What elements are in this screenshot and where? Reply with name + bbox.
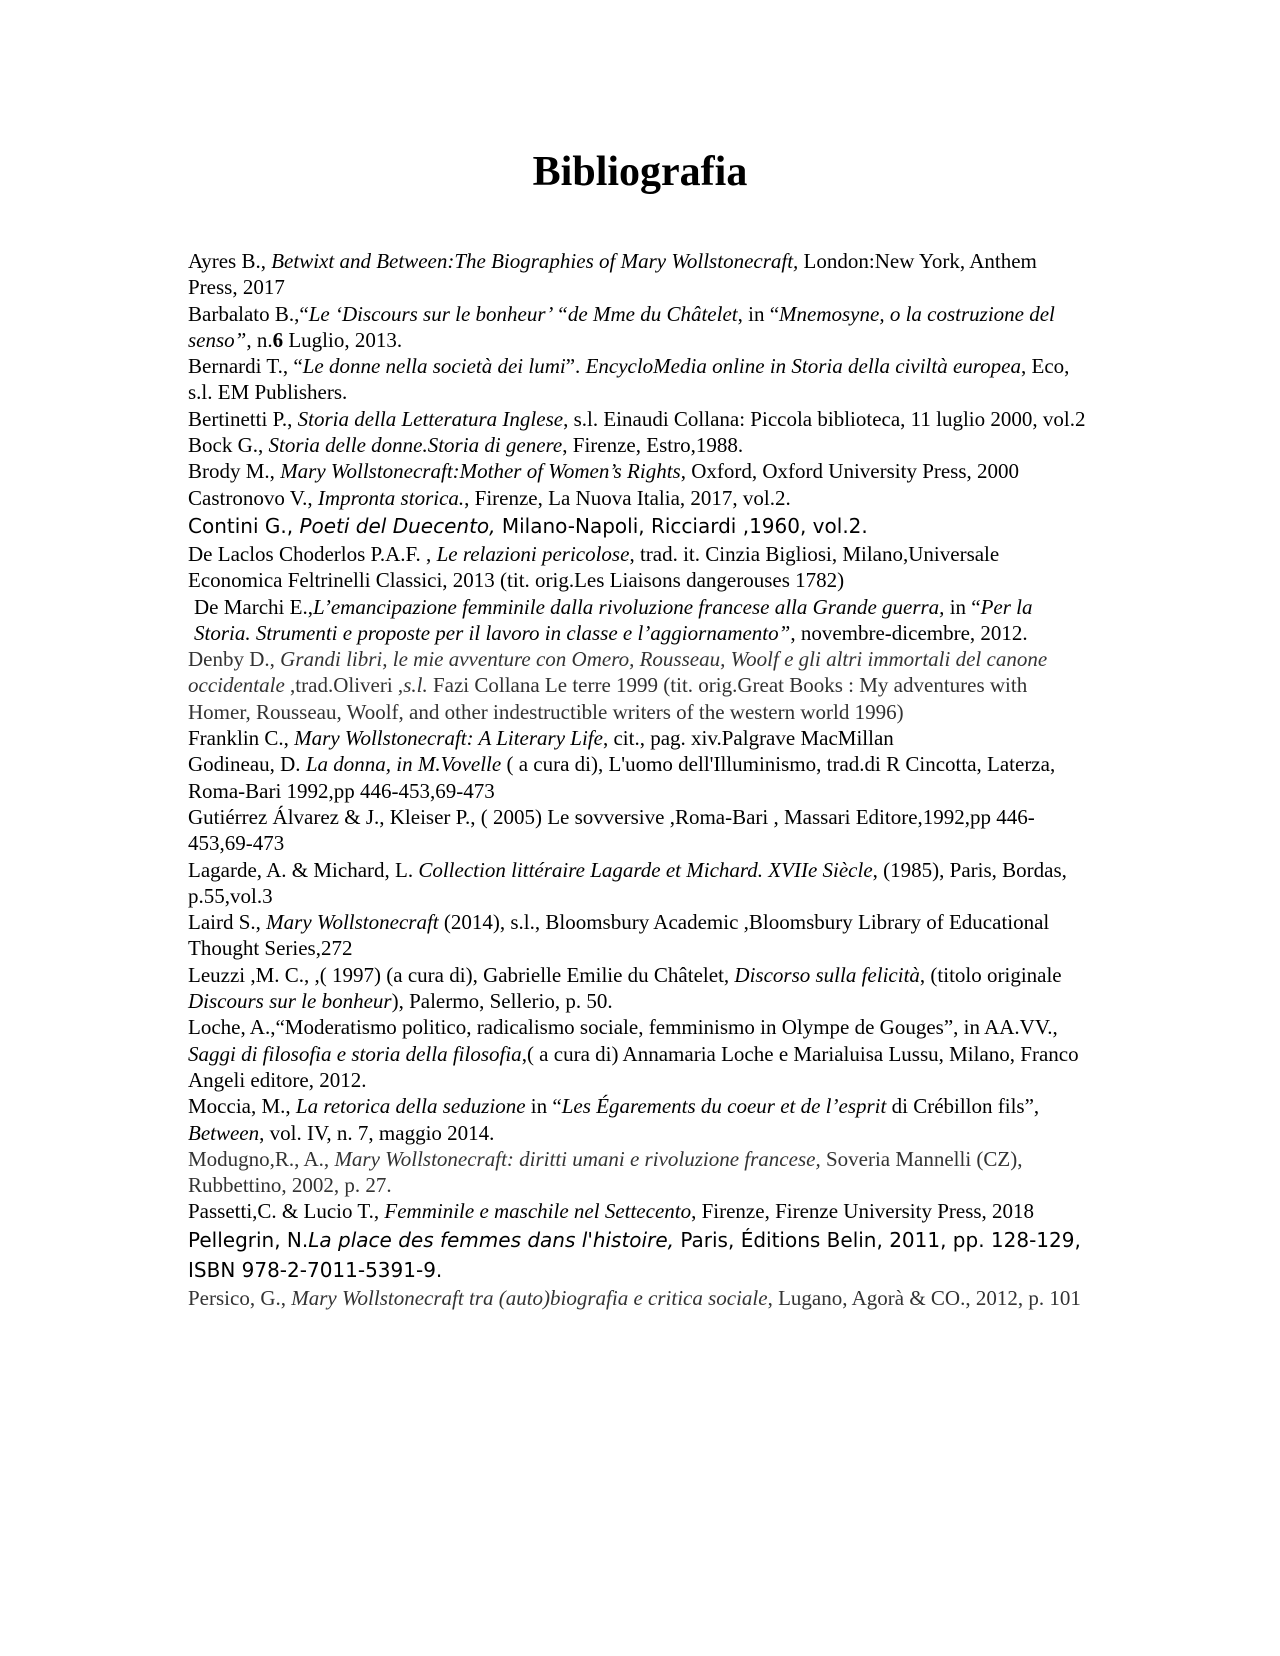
reference-entry [188,353,1088,406]
reference-text-segment: Passetti,C. & Lucio T., [188,1199,385,1224]
reference-text-segment: , Lugano, Agorà & CO., 2012, p. 101 [767,1285,1081,1310]
reference-title-segment: Les Égarements du coeur et de l’esprit [561,1094,887,1119]
reference-title-segment: Saggi di filosofia e storia della filosofia [188,1041,522,1066]
reference-entry [188,1014,1088,1093]
reference-text-segment: Ayres B., [188,249,272,273]
reference-title-segment: L’emancipazione femminile dalla rivoluzione francese alla Grande guerra, [312,594,945,619]
reference-title-segment: La place des femmes dans l'histoire, [308,1227,674,1252]
reference-text-segment: in “ [944,594,981,619]
reference-title-segment: Betwixt and Between:The Biographies of Mary Wollstonecraft, [271,249,799,273]
reference-text-segment: , n. [246,327,273,352]
reference-text-segment: , vol. IV, n. 7, maggio 2014. [259,1120,495,1145]
reference-text-segment: , s.l. Einaudi Collana: Piccola biblioteca, 11 luglio 2000, vol.2 [563,406,1086,431]
reference-text-segment: Brody M., [188,459,281,484]
reference-entry [188,1093,1088,1146]
reference-text-segment: Denby D., [188,647,281,672]
reference-text-segment: , trad. it. Cinzia Bigliosi, Milano,Universale Economica Feltrinelli Classici, 2013 (tit. orig.Les Liaisons dangerouses 1782) [188,541,1000,593]
reference-entry [188,909,1088,962]
reference-title-segment: s.l. [403,673,428,698]
reference-title-segment: La donna, in M.Vovelle [305,752,502,777]
reference-text-segment: , in “ [737,301,780,326]
reference-text-segment: ( a cura di), L'uomo dell'Illuminismo, trad.di R Cincotta, Laterza, Roma-Bari 1992,pp 446-453,69-473 [188,752,1056,803]
bibliography-list [188,248,1088,1311]
reference-text-segment: Moccia, M., [188,1094,296,1119]
reference-title-segment: Femminile e maschile nel Settecento [384,1199,692,1224]
page-title: Bibliografia [532,149,748,195]
reference-entry [188,1285,1088,1311]
reference-entry [188,485,1088,511]
reference-title-segment: Discours sur le bonheur [188,989,392,1014]
reference-title-segment: Mary Wollstonecraft: diritti umani e rivoluzione francese, [334,1146,821,1171]
reference-entry [188,301,1088,354]
reference-title-segment: Collection littéraire Lagarde et Michard. XVIIe Siècle [418,857,873,882]
reference-text-segment: Gutiérrez Álvarez & J., Kleiser P., ( 2005) Le sovversive ,Roma-Bari , Massari Editore,1992,pp 446-453,69-473 [188,804,1035,856]
reference-entry [188,541,1088,594]
reference-text-segment: De Laclos Choderlos P.A.F. , [188,541,437,566]
reference-title-segment: EncycloMedia online in Storia della civiltà europea [585,354,1022,379]
reference-entry [188,751,1088,804]
reference-title-segment: Mnemosyne, o la costruzione del senso” [188,301,1055,352]
reference-text-segment: in “ [525,1094,562,1119]
reference-text-segment: Milano-Napoli, Ricciardi ,1960, vol.2. [495,513,868,538]
reference-entry [188,1198,1088,1224]
reference-title-segment: Mary Wollstonecraft [266,910,439,935]
reference-text-segment: Modugno,R., A., [188,1146,335,1171]
reference-title-segment: Le relazioni pericolose [436,541,630,566]
reference-entry [188,646,1088,725]
reference-text-segment: Luglio, 2013. [283,327,403,352]
reference-text-segment: , (1985), Paris, Bordas, p.55,vol.3 [188,857,1067,908]
reference-text-segment: , (titolo originale [919,962,1062,987]
reference-text-segment: , novembre-dicembre, 2012. [790,620,1028,645]
reference-entry [188,511,1088,541]
reference-text-segment: , Firenze, La Nuova Italia, 2017, vol.2. [464,485,791,510]
reference-text-segment: 6 [272,327,284,352]
reference-title-segment: Le ‘Discours sur le bonheur’ “de Mme du Châtelet [308,301,738,326]
reference-text-segment: Soveria Mannelli (CZ), Rubbettino, 2002, p. 27. [188,1146,1023,1198]
reference-text-segment: Laird S., [188,910,267,935]
reference-title-segment: Between [188,1120,260,1145]
reference-text-segment: Godineau, D. [188,752,306,777]
reference-entry [188,725,1088,751]
reference-text-segment: Lagarde, A. & Michard, L. [188,857,419,882]
reference-entry [188,1146,1088,1199]
reference-title-segment: La retorica della seduzione [295,1094,526,1119]
reference-title-segment: Storia delle donne.Storia di genere [268,433,563,458]
reference-entry [188,406,1088,432]
reference-text-segment: Persico, G., [188,1285,292,1310]
reference-text-segment: ,( a cura di) Annamaria Loche e Marialuisa Lussu, Milano, Franco Angeli editore, 2012. [188,1041,1079,1092]
reference-text-segment: London:New York, Anthem Press, 2017 [188,249,1037,300]
reference-entry [188,248,1088,301]
reference-text-segment: Contini G., [188,513,300,538]
reference-text-segment: Paris, Éditions Belin, 2011, pp. 128-129, ISBN 978-2-7011-5391-9. [188,1227,1081,1282]
reference-text-segment: , Firenze, Firenze University Press, 2018 [691,1199,1035,1224]
reference-title-segment: Impronta storica. [317,485,465,510]
reference-text-segment: Fazi Collana Le terre 1999 (tit. orig.Great Books : My adventures with Homer, Rousseau, Woolf, and other indestructible writers of the western world 1996) [188,673,1028,724]
reference-text-segment: Bertinetti P., [188,406,298,431]
reference-text-segment: , Firenze, Estro,1988. [562,433,744,458]
reference-title-segment: Mary Wollstonecraft:Mother of Women’s Rights [280,459,681,484]
reference-text-segment: ,trad.Oliveri , [284,673,404,698]
reference-entry [188,1225,1088,1285]
reference-text-segment: Pellegrin, N. [188,1227,309,1252]
reference-text-segment: De Marchi E., [194,594,313,619]
reference-text-segment: (2014), s.l., Bloomsbury Academic ,Bloomsbury Library of Educational Thought Series,272 [188,910,1050,961]
reference-text-segment: ”. [565,354,586,379]
reference-text-segment: , Oxford, Oxford University Press, 2000 [680,459,1020,484]
reference-title-segment: Le donne nella società dei lumi [302,354,566,379]
reference-entry [188,458,1088,484]
reference-text-segment: Bock G., [188,433,269,458]
reference-title-segment: Mary Wollstonecraft tra (auto)biografia e critica sociale [291,1285,768,1310]
reference-title-segment: Mary Wollstonecraft: A Literary Life [294,726,603,751]
reference-entry [188,432,1088,458]
reference-entry [188,804,1088,857]
reference-text-segment: Bernardi T., “ [188,354,303,379]
reference-title-segment: Per la Storia. Strumenti e proposte per il lavoro in classe e l’aggiornamento” [194,594,1033,645]
reference-text-segment: , cit., pag. xiv.Palgrave MacMillan [602,726,894,751]
reference-title-segment: Poeti del Duecento, [299,513,496,538]
reference-entry [188,594,1088,647]
reference-title-segment: Grandi libri, le mie avventure con Omero, Rousseau, Woolf e gli altri immortali del canone occidentale [188,647,1048,698]
reference-text-segment: di Crébillon fils”, [886,1094,1040,1119]
reference-text-segment: Castronovo V., [188,485,318,510]
reference-title-segment: Discorso sulla felicità [734,962,920,987]
reference-text-segment: Franklin C., [188,726,295,751]
reference-entry [188,962,1088,1015]
reference-entry [188,857,1088,910]
reference-text-segment: Barbalato B.,“ [188,301,309,326]
reference-title-segment: Storia della Letteratura Inglese [297,406,564,431]
reference-text-segment: Leuzzi ,M. C., ,( 1997) (a cura di), Gabrielle Emilie du Châtelet, [188,962,735,987]
reference-text-segment: Loche, A.,“Moderatismo politico, radicalismo sociale, femminismo in Olympe de Gouges”, in AA.VV., [188,1015,1058,1040]
reference-text-segment: ), Palermo, Sellerio, p. 50. [391,989,613,1014]
reference-text-segment: , Eco, s.l. EM Publishers. [188,354,1070,405]
